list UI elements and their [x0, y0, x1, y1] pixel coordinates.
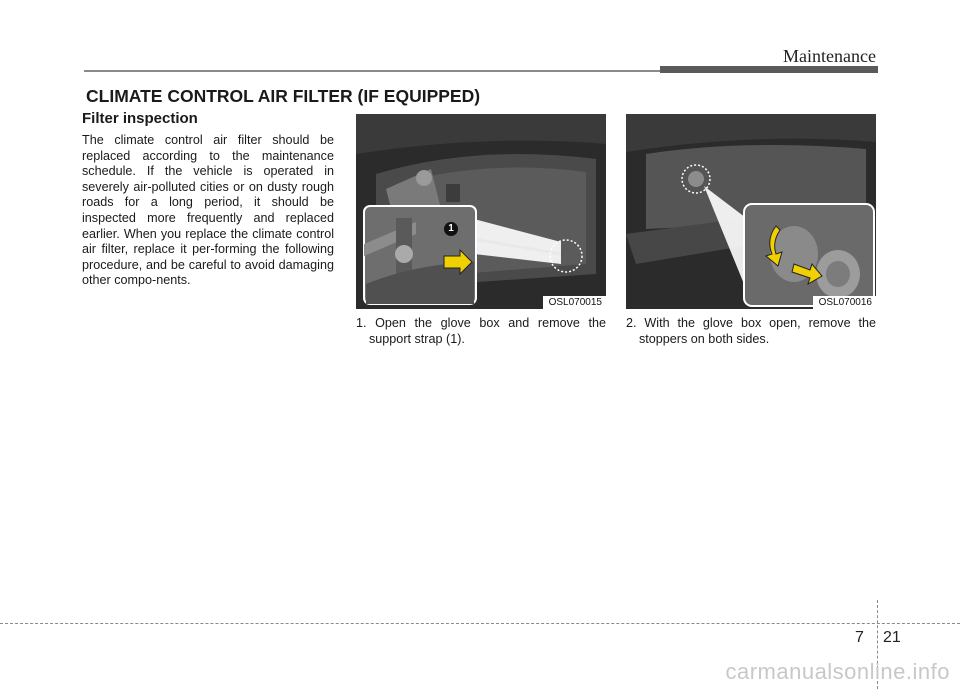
watermark-text: carmanualsonline.info [725, 659, 950, 684]
filter-inspection-body: The climate control air filter should be replaced according to the maintenance schedule. If the vehicle is operated in severely air-polluted cities or on dusty rough roads for a long period, it should be inspected more frequently and replaced earlier. When you replace the climate control air filter, replace it per-forming the following procedure, and be careful to avoid damaging other compo-nents. [82, 133, 334, 288]
filter-inspection-column [82, 110, 334, 289]
step-2-caption: 2. With the glove box open, remove the stoppers on both sides. [626, 316, 876, 346]
figure-code: OSL070016 [813, 296, 876, 309]
callout-1: 1 [444, 222, 458, 236]
filter-inspection-heading: Filter inspection [82, 110, 198, 127]
step-1-caption: 1. Open the glove box and remove the support strap (1). [356, 316, 606, 346]
header-rule-thin [84, 70, 660, 72]
support-strap-illustration [356, 114, 606, 309]
stoppers-illustration [626, 114, 876, 309]
footer-rule [0, 623, 960, 624]
chapter-number: 7 [855, 629, 864, 646]
figure-stoppers [626, 114, 876, 309]
figure-code: OSL070015 [543, 296, 606, 309]
figure-support-strap [356, 114, 606, 309]
page-number: 21 [883, 629, 901, 646]
header-rule-thick [660, 66, 878, 73]
section-title: CLIMATE CONTROL AIR FILTER (IF EQUIPPED) [86, 86, 481, 106]
section-name: Maintenance [783, 46, 876, 66]
